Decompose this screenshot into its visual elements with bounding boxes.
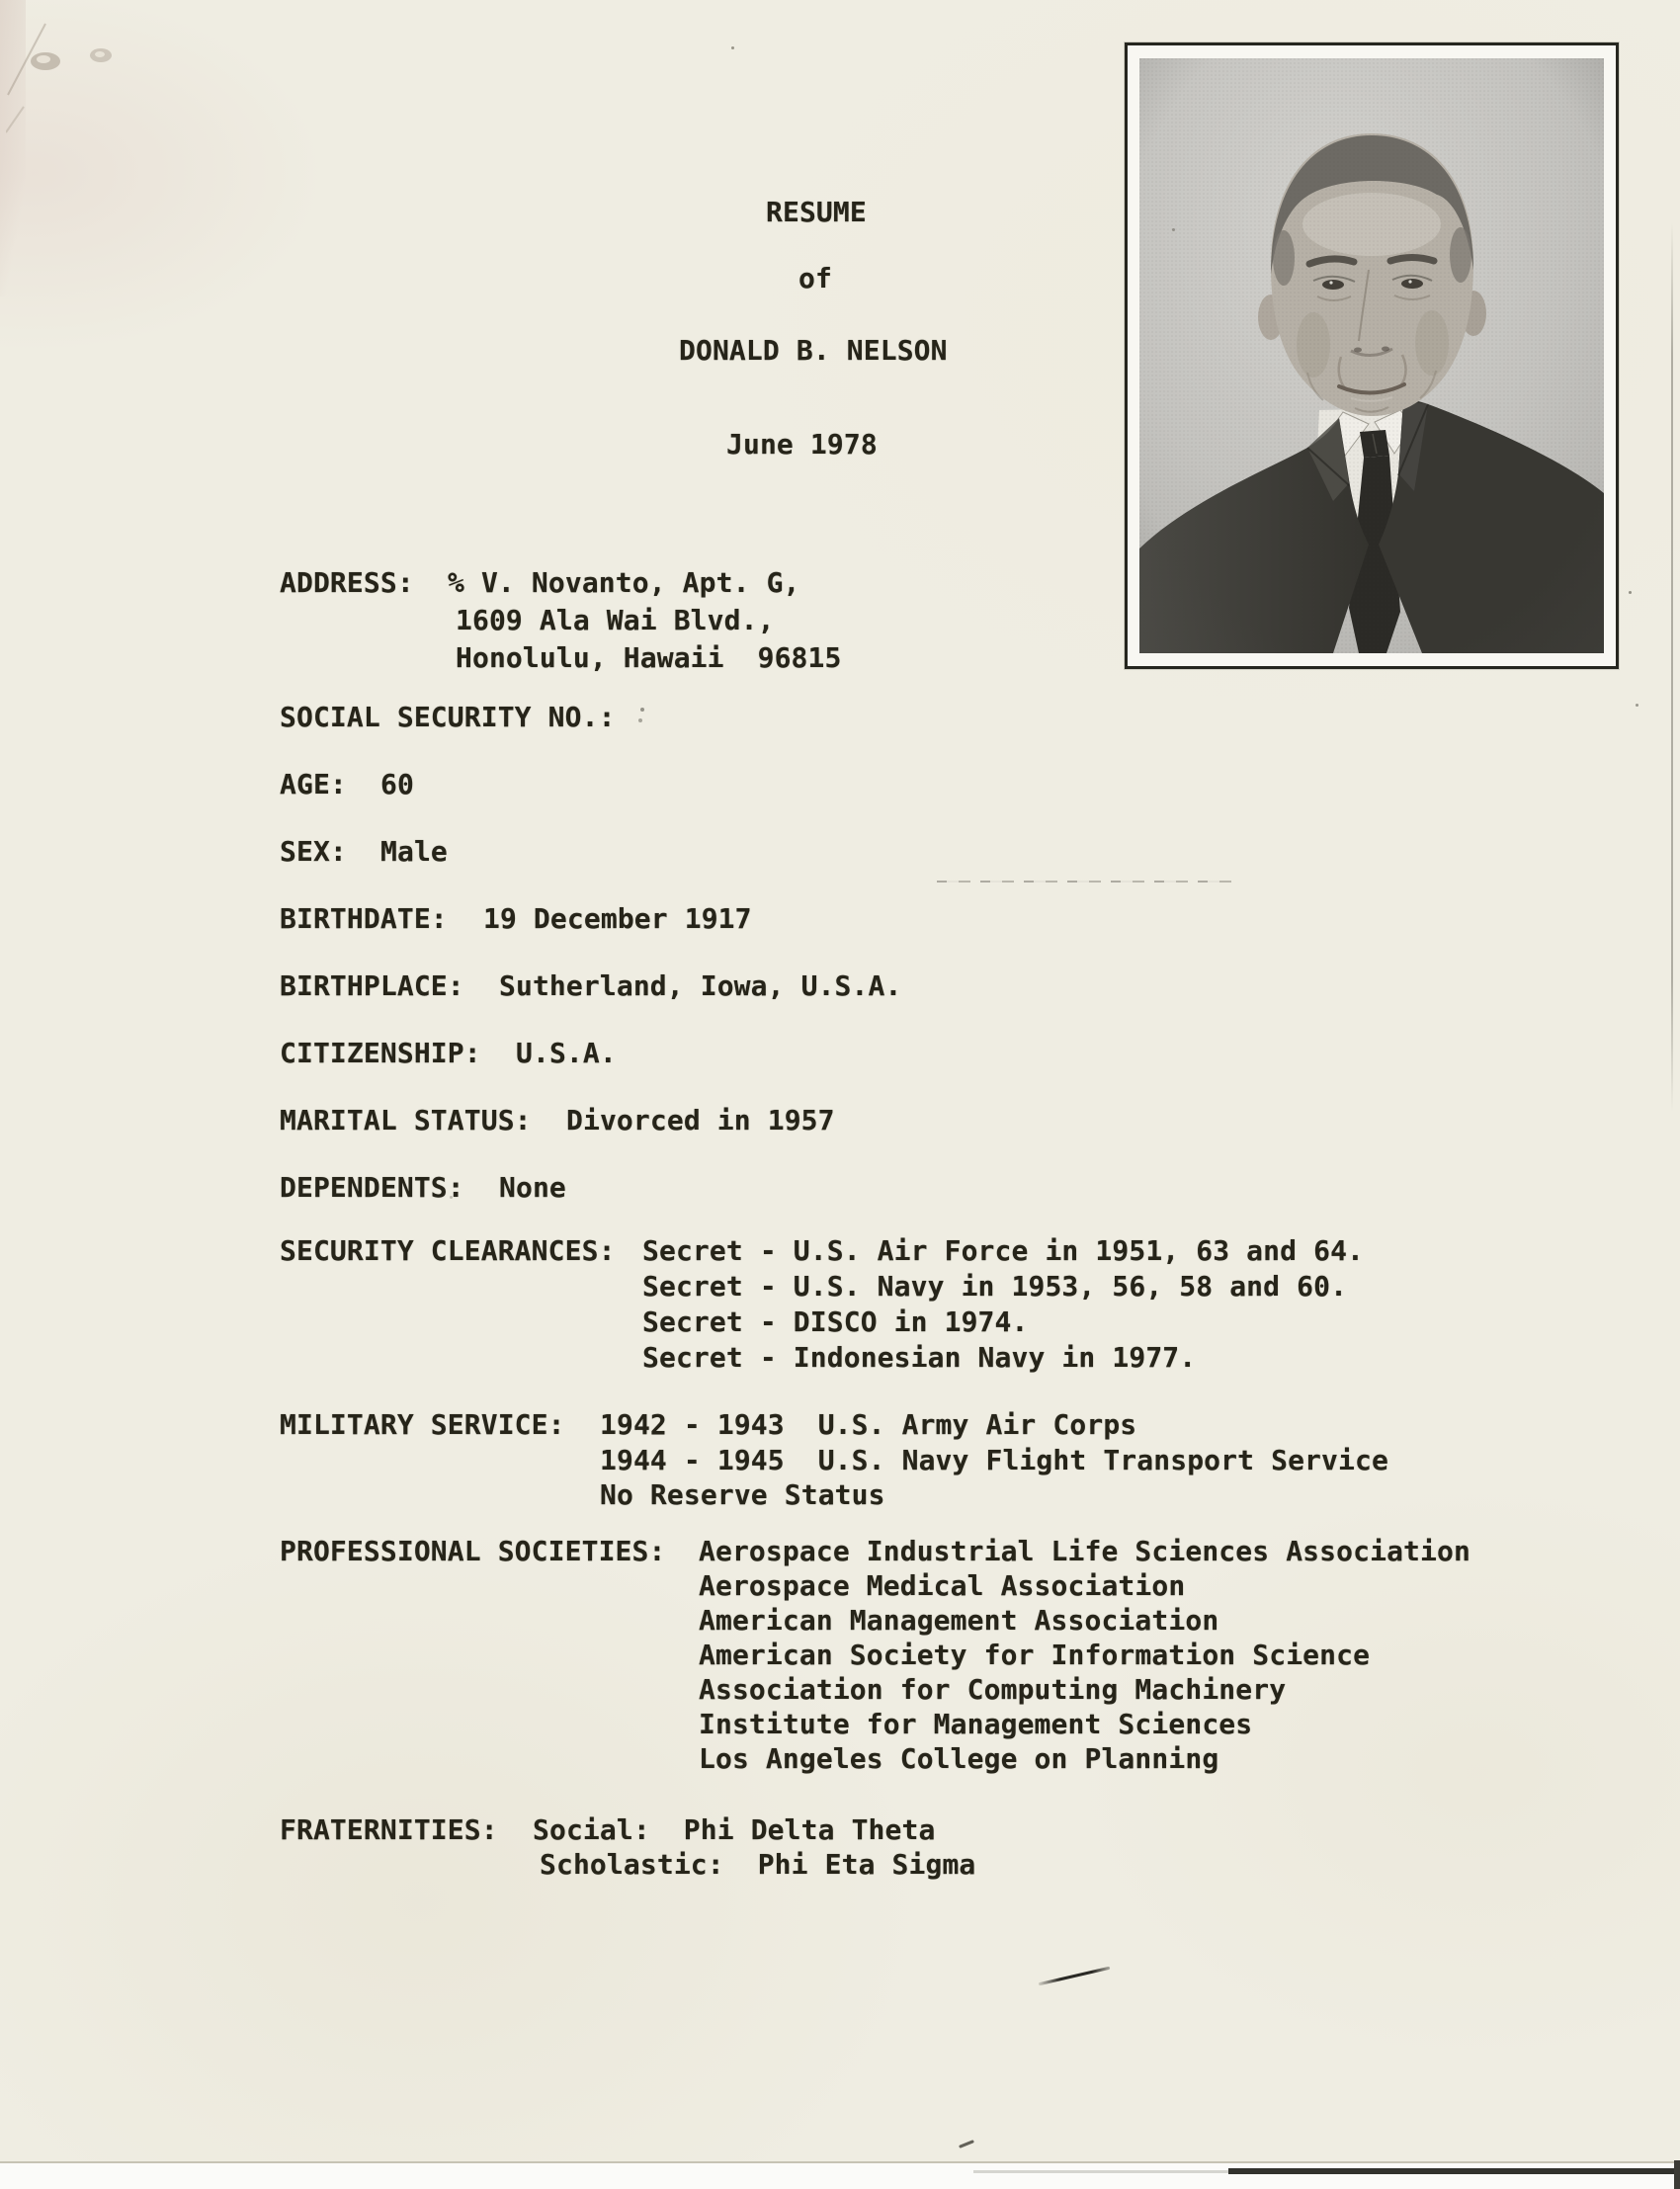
sex-label: SEX: — [280, 835, 347, 868]
military-service-item: No Reserve Status — [600, 1478, 885, 1511]
security-clearance-item: Secret - Indonesian Navy in 1977. — [642, 1341, 1197, 1374]
ink-smudge — [640, 708, 644, 712]
paper-damage-marks — [6, 16, 164, 134]
security-clearance-item: Secret - U.S. Air Force in 1951, 63 and 64. — [642, 1234, 1365, 1267]
age-label: AGE: — [280, 768, 347, 800]
scan-edge-dark-corner — [1674, 2160, 1680, 2189]
military-service-item: 1942 - 1943 U.S. Army Air Corps — [600, 1408, 1137, 1441]
professional-society-item: Aerospace Medical Association — [699, 1569, 1186, 1602]
dependents-value: None — [499, 1171, 566, 1204]
citizenship-value: U.S.A. — [516, 1037, 617, 1069]
portrait-photo — [1125, 42, 1619, 669]
birthplace-label: BIRTHPLACE: — [280, 969, 464, 1002]
fraternity-item: Social: Phi Delta Theta — [533, 1813, 936, 1846]
scan-edge-dark-band — [1228, 2168, 1680, 2174]
paper-specks — [731, 46, 734, 49]
military-service-label: MILITARY SERVICE: — [280, 1408, 565, 1441]
marital-status-value: Divorced in 1957 — [566, 1104, 835, 1137]
scan-edge-shadow — [973, 2170, 1228, 2173]
pen-mark — [1039, 1967, 1111, 1986]
page-edge-shadow-right — [1671, 222, 1673, 1112]
security-clearances-label: SECURITY CLEARANCES: — [280, 1234, 616, 1267]
professional-society-item: American Society for Information Science — [699, 1639, 1371, 1671]
professional-society-item: Association for Computing Machinery — [699, 1673, 1287, 1706]
document-title-connector: of — [798, 262, 832, 295]
sex-value: Male — [380, 835, 448, 868]
document-title: RESUME — [766, 196, 867, 228]
address-line-1: % V. Novanto, Apt. G, — [448, 566, 800, 599]
professional-society-item: Institute for Management Sciences — [699, 1708, 1253, 1740]
person-name: DONALD B. NELSON — [679, 334, 948, 367]
address-line-3: Honolulu, Hawaii 96815 — [456, 641, 842, 674]
birthdate-value: 19 December 1917 — [483, 902, 752, 935]
fraternities-label: FRATERNITIES: — [280, 1813, 498, 1846]
military-service-item: 1944 - 1945 U.S. Navy Flight Transport Service — [600, 1444, 1388, 1476]
social-security-label: SOCIAL SECURITY NO.: — [280, 701, 616, 733]
professional-society-item: American Management Association — [699, 1604, 1219, 1637]
portrait-photo-image — [1139, 58, 1604, 653]
citizenship-label: CITIZENSHIP: — [280, 1037, 481, 1069]
security-clearance-item: Secret - U.S. Navy in 1953, 56, 58 and 60. — [642, 1270, 1348, 1303]
fraternity-item: Scholastic: Phi Eta Sigma — [540, 1848, 976, 1881]
security-clearance-item: Secret - DISCO in 1974. — [642, 1305, 1029, 1338]
professional-society-item: Aerospace Industrial Life Sciences Association — [699, 1535, 1470, 1567]
professional-society-item: Los Angeles College on Planning — [699, 1742, 1219, 1775]
address-label: ADDRESS: — [280, 566, 414, 599]
professional-societies-label: PROFESSIONAL SOCIETIES: — [280, 1535, 666, 1567]
birthplace-value: Sutherland, Iowa, U.S.A. — [499, 969, 902, 1002]
address-line-2: 1609 Ala Wai Blvd., — [456, 604, 775, 636]
age-value: 60 — [380, 768, 414, 800]
dependents-label: DEPENDENTS: — [280, 1171, 464, 1204]
document-date: June 1978 — [726, 428, 878, 461]
marital-status-label: MARITAL STATUS: — [280, 1104, 532, 1137]
small-pen-tick — [959, 2140, 974, 2148]
scan-fold-line — [937, 881, 1231, 883]
birthdate-label: BIRTHDATE: — [280, 902, 448, 935]
